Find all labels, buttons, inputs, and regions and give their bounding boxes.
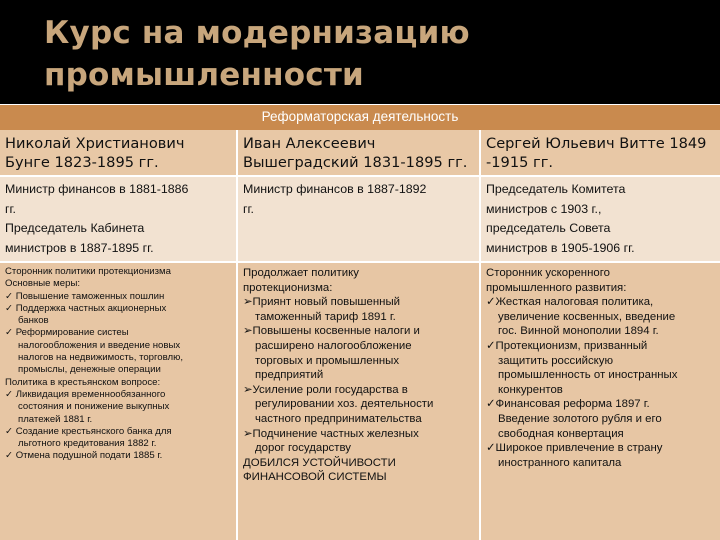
name-line: Николай Христианович (5, 135, 185, 152)
name-line: -1915 гг. (486, 154, 554, 171)
name-line: Сергей Юльевич Витте 1849 (486, 135, 707, 152)
policy-line: банков (18, 315, 49, 327)
policy-bullet: ➢Подчинение частных железных (243, 427, 419, 440)
policy-bullet: ✓ Ликвидация временнообязанного (5, 388, 166, 400)
policy-line: промыслы, денежные операции (18, 364, 161, 376)
policy-line: Продолжает политику (243, 267, 359, 279)
policy-line: расширено налогообложение (255, 339, 412, 352)
policy-line: предприятий (255, 369, 324, 382)
policy-bullet: ➢Приянт новый повышенный (243, 296, 401, 309)
row-divider (0, 261, 720, 263)
title-area (0, 0, 720, 104)
row-divider (0, 175, 720, 177)
policy-line: промышленного развития: (486, 281, 627, 294)
policy-line: дорог государству (255, 442, 351, 455)
role-line: гг. (243, 201, 254, 216)
role-line: министров в 1887-1895 гг. (5, 240, 154, 255)
policy-line: Основные меры: (5, 278, 81, 290)
slide-title-line: промышленности (44, 57, 364, 93)
policy-line: иностранного капитала (498, 456, 622, 469)
policy-line: свободная конвертация (498, 427, 624, 440)
policy-bullet: ✓ Создание крестьянского банка для (5, 425, 172, 437)
name-line: Вышеградский 1831-1895 гг. (243, 154, 468, 171)
role-line: Министр финансов в 1881-1886 (5, 182, 189, 196)
policy-line: таможенный тариф 1891 г. (255, 310, 396, 323)
policy-cell-witte (481, 262, 720, 540)
policy-bullet: ✓ Отмена подушной подати 1885 г. (5, 450, 163, 462)
column-divider (236, 130, 238, 540)
policy-line: Сторонник политики протекционизма (5, 266, 171, 277)
role-line: гг. (5, 201, 16, 216)
policy-conclusion: ДОБИЛСЯ УСТОЙЧИВОСТИ (243, 456, 396, 469)
policy-cell-bunge (0, 262, 236, 540)
policy-bullet: ✓Финансовая реформа 1897 г. (486, 398, 650, 411)
policy-line: Сторонник ускоренного (486, 267, 610, 279)
policy-line: состояния и понижение выкупных (18, 401, 170, 413)
role-line: Министр финансов в 1887-1892 (243, 182, 427, 196)
policy-bullet: ✓ Поддержка частных акционерных (5, 302, 167, 314)
policy-line: защитить российскую (498, 354, 614, 367)
policy-line: увеличение косвенных, введение (498, 310, 676, 323)
policy-line: льготного кредитования 1882 г. (18, 438, 157, 450)
slide-title-line: Курс на модернизацию (44, 15, 470, 51)
policy-bullet: ✓ Реформирование систеы (5, 327, 129, 339)
role-cell-witte (481, 176, 720, 262)
policy-bullet: ➢Повышены косвенные налоги и (243, 325, 420, 338)
policy-line: промышленность от иностранных (498, 369, 678, 382)
name-cell-vyshnegradsky (238, 130, 479, 176)
role-line: министров с 1903 г., (486, 201, 602, 216)
policy-bullet: ✓Широкое привлечение в страну (486, 442, 663, 455)
table-header-bar (0, 104, 720, 131)
policy-bullet: ✓Протекционизм, призванный (486, 339, 648, 352)
role-line: Председатель Комитета (486, 182, 626, 196)
slide-title (44, 12, 684, 96)
policy-bullet: ✓ Повышение таможенных пошлин (5, 290, 165, 302)
policy-line: торговых и промышленных (255, 354, 400, 367)
policy-line: Политика в крестьянском вопросе: (5, 376, 161, 388)
table-header-label: Реформаторская деятельность (261, 109, 459, 124)
policy-cell-vyshnegradsky (238, 262, 479, 540)
policy-line: протекционизма: (243, 281, 333, 294)
policy-line: Введение золотого рубля и его (498, 412, 662, 425)
role-line: Председатель Кабинета (5, 221, 145, 235)
policy-line: регулировании хоз. деятельности (255, 398, 434, 411)
policy-conclusion: ФИНАНСОВОЙ СИСТЕМЫ (243, 471, 387, 484)
role-cell-vyshnegradsky (238, 176, 479, 262)
role-cell-bunge (0, 176, 236, 262)
name-cell-witte (481, 130, 720, 176)
name-line: Иван Алексеевич (243, 135, 376, 152)
name-line: Бунге 1823-1895 гг. (5, 154, 159, 171)
policy-bullet: ✓Жесткая налоговая политика, (486, 296, 654, 309)
policy-line: налогообложения и введение новых (18, 339, 181, 351)
policy-line: гос. Винной монополии 1894 г. (498, 325, 659, 338)
policy-line: частного предпринимательства (255, 412, 422, 425)
policy-line: налогов на недвижимость, торговлю, (18, 352, 183, 364)
policy-line: конкурентов (498, 383, 563, 396)
role-line: министров в 1905-1906 гг. (486, 240, 635, 255)
name-cell-bunge (0, 130, 236, 176)
policy-bullet: ➢Усиление роли государства в (243, 383, 408, 396)
column-divider (479, 130, 481, 540)
reform-table (0, 130, 720, 540)
policy-line: платежей 1881 г. (18, 413, 93, 425)
role-line: председатель Совета (486, 221, 611, 235)
